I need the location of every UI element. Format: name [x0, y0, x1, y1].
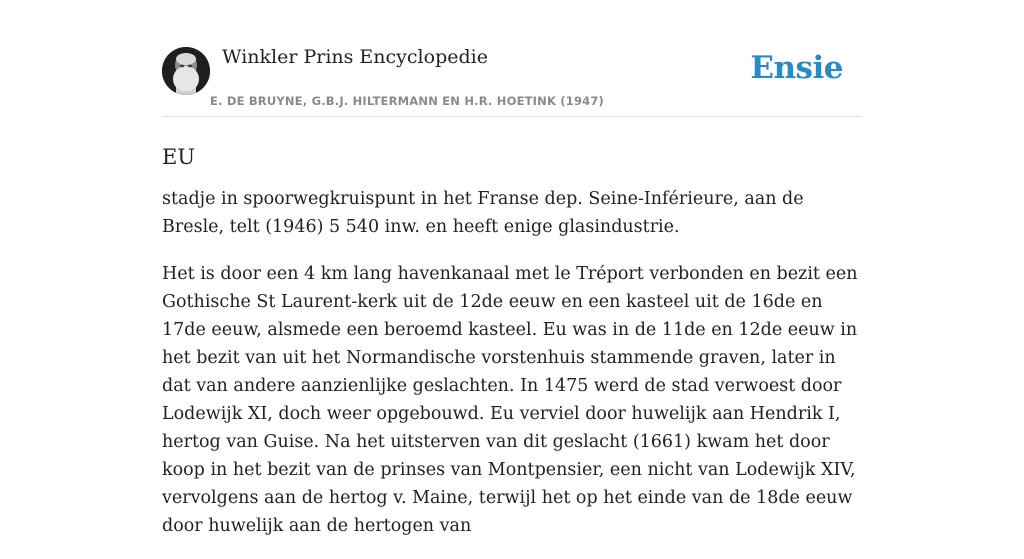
source-header [162, 0, 862, 117]
source-authors: E. DE BRUYNE, G.B.J. HILTERMANN EN H.R. HOETINK (1947) [210, 94, 605, 108]
entry-paragraph: Het is door een 4 km lang havenkanaal met le Tréport verbonden en bezit een Gothische St Laurent-kerk uit de 12de eeuw en een kasteel uit de 16de en 17de eeuw, alsmede een beroemd kasteel. Eu was in de 11de en 12de eeuw in het bezit van uit het Normandische vorstenhuis stammende graven, later in dat van andere aanzienlijke geslachten. In 1475 werd de stad verwoest door Lodewijk XI, doch weer opgebouwd. Eu verviel door huwelijk aan Hendrik I, hertog van Guise. Na het uitsterven van dit geslacht (1661) kwam het door koop in het bezit van de prinses van Montpensier, een nicht van Lodewijk XIV, vervolgens aan de hertog v. Maine, terwijl het op het einde van de 18de eeuw door huwelijk aan de hertogen van [162, 264, 858, 536]
entry-paragraph: stadje in spoorwegkruispunt in het Franse dep. Seine-Inférieure, aan de Bresle, telt (1946) 5 540 inw. en heeft enige glasindustrie. [162, 189, 804, 237]
author-portrait-image [162, 47, 210, 95]
source-title[interactable]: Winkler Prins Encyclopedie [222, 46, 488, 68]
author-avatar[interactable] [162, 47, 210, 95]
entry-title: EU [162, 145, 196, 169]
ensie-logo-link[interactable]: Ensie [750, 50, 843, 86]
article-page [162, 0, 862, 559]
entry-body [162, 185, 862, 540]
